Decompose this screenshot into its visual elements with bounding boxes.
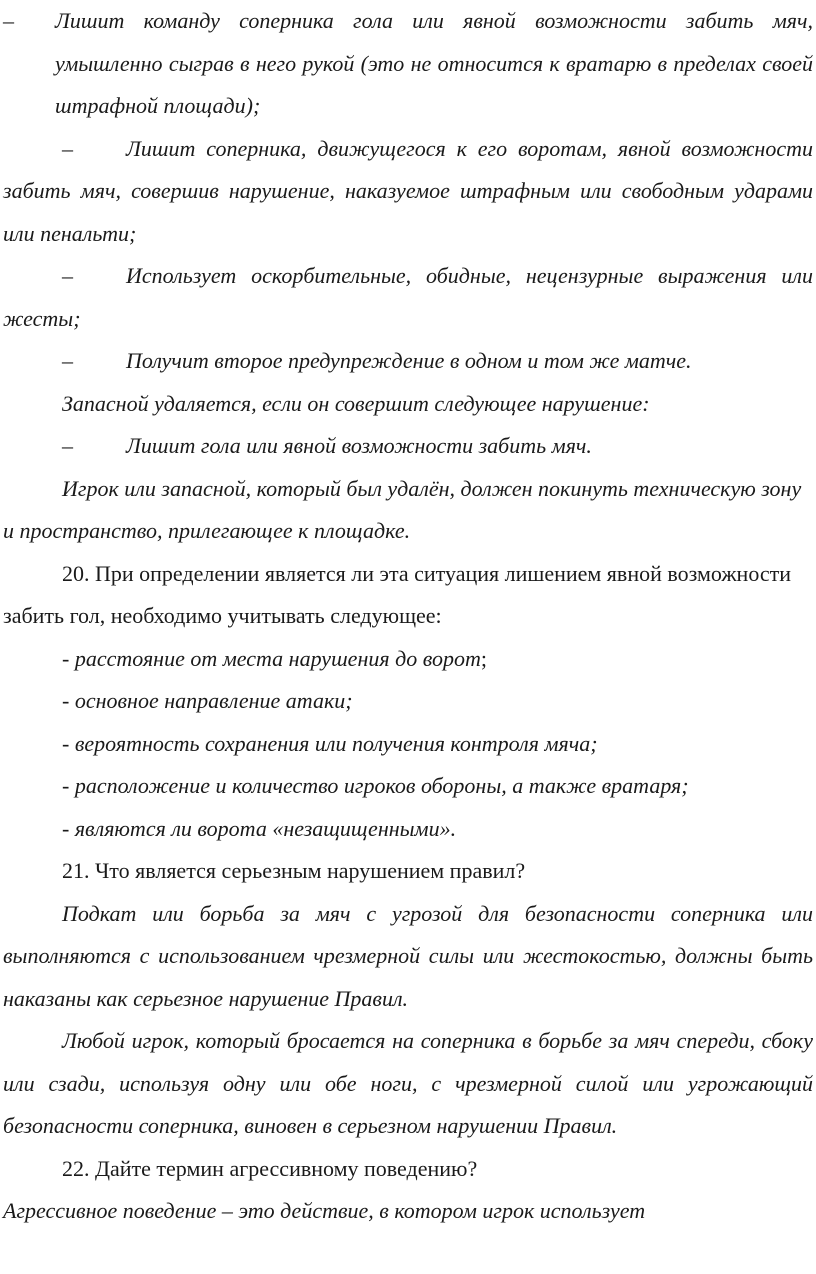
dash-marker: – (62, 263, 73, 288)
paragraph: Запасной удаляется, если он совершит следующее нарушение: (62, 390, 650, 416)
list-item-text: расположение и количество игроков обороны, а также вратаря; (74, 773, 689, 798)
bullet-marker: - (62, 773, 75, 798)
dash-marker: – (3, 8, 14, 33)
list-item (3, 808, 813, 851)
list-item (3, 765, 813, 808)
paragraph: Агрессивное поведение – это действие, в котором игрок использует (3, 1198, 646, 1223)
bullet-marker: - (62, 688, 75, 713)
dash-marker: – (62, 433, 73, 458)
paragraph: Подкат или борьба за мяч с угрозой для безопасности соперника или выполняются с использованием чрезмерной силы или жестокостью, должны быть наказаны как серьезное нарушение Правил. (3, 900, 813, 1011)
list-item-text: Лишит команду соперника гола или явной возможности забить мяч, умышленно сыграв в него рукой (это не относится к вратарю в пределах своей штрафной площади); (55, 8, 813, 118)
list-item-suffix: ; (480, 645, 487, 671)
list-item-text: Лишит гола или явной возможности забить мяч. (126, 433, 592, 458)
list-item-text: вероятность сохранения или получения контроля мяча; (74, 730, 598, 756)
list-item-dash (3, 425, 813, 468)
list-item-dash (3, 0, 813, 128)
list-item-text: основное направление атаки; (74, 688, 353, 713)
list-item-text: являются ли ворота «незащищенными». (74, 815, 457, 841)
list-item (3, 680, 813, 723)
list-item-dash (3, 340, 813, 383)
list-item (3, 638, 813, 681)
list-item-dash (3, 128, 813, 256)
question-22: 22. Дайте термин агрессивному поведению? (62, 1155, 478, 1181)
bullet-marker: - (62, 815, 75, 841)
dash-marker: – (62, 348, 73, 373)
list-item-dash (3, 255, 813, 340)
paragraph: Игрок или запасной, который был удалён, должен покинуть техническую зону и пространство, прилегающее к площадке. (3, 475, 802, 543)
bullet-marker: - (62, 645, 75, 671)
paragraph: Любой игрок, который бросается на соперника в борьбе за мяч спереди, сбоку или сзади, используя одну или обе ноги, с чрезмерной силой или угрожающий безопасности соперника, виновен в серьезном нарушении Правил. (3, 1028, 813, 1138)
dash-marker: – (62, 135, 73, 161)
list-item-text: Использует оскорбительные, обидные, нецензурные выражения или жесты; (3, 263, 813, 331)
list-item-text: Лишит соперника, движущегося к его воротам, явной возможности забить мяч, совершив нарушение, наказуемое штрафным или свободным ударами или пенальти; (3, 135, 813, 246)
list-item-text: расстояние от места нарушения до ворот (74, 645, 481, 671)
question-20: 20. При определении является ли эта ситуация лишением явной возможности забить гол, необходимо учитывать следующее: (3, 560, 792, 628)
list-item (3, 723, 813, 766)
list-item-text: Получит второе предупреждение в одном и том же матче. (126, 348, 692, 373)
bullet-marker: - (62, 730, 75, 756)
question-21: 21. Что является серьезным нарушением правил? (62, 858, 526, 883)
